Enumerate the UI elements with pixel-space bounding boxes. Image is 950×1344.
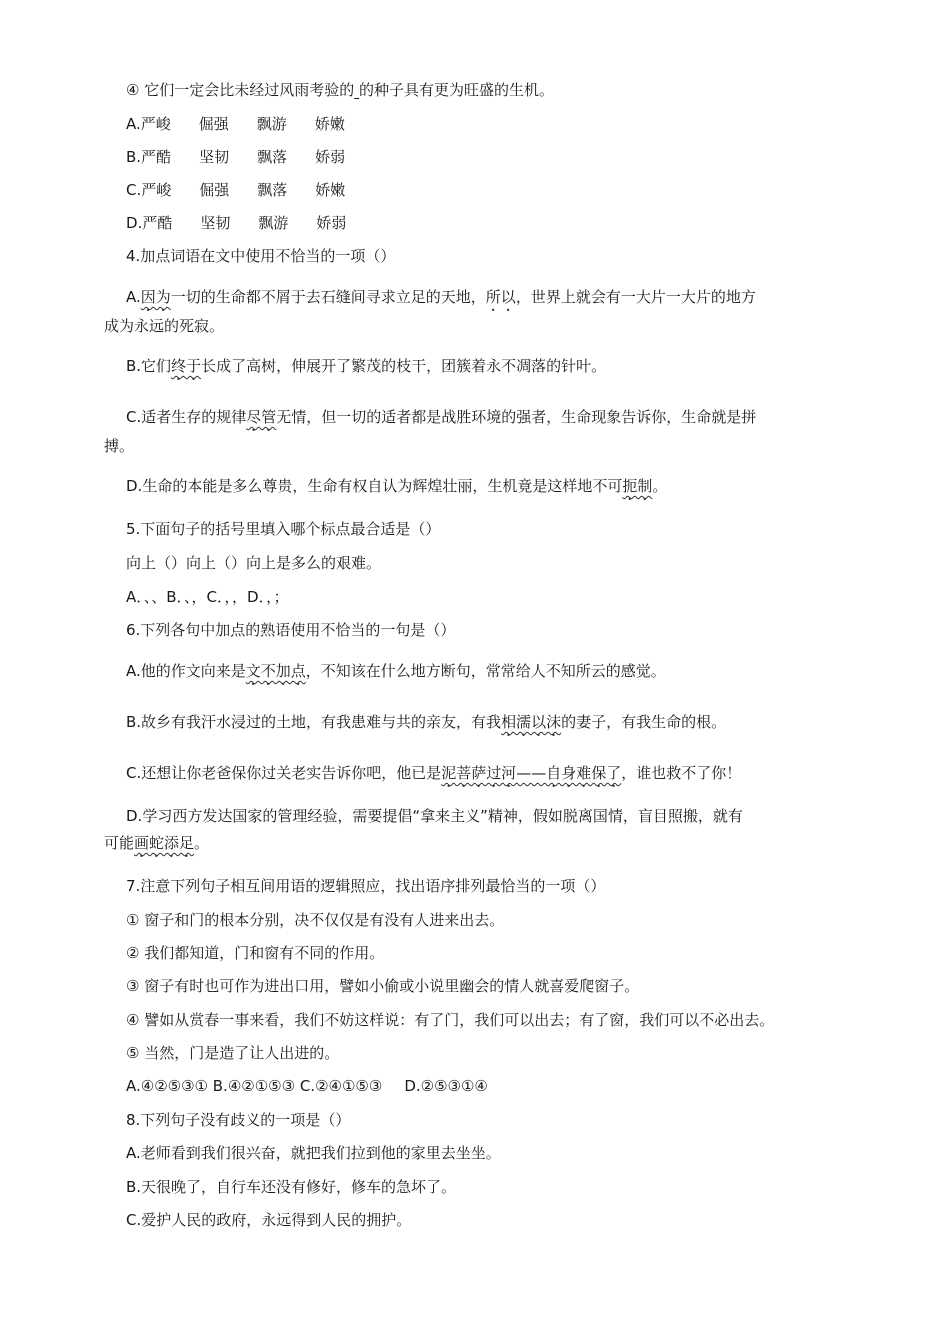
q4-option-c: C.适者生存的规律尽管无情，但一切的适者都是战胜环境的强者，生命现象告诉你，生命就是拼 [126, 408, 757, 426]
q7-item-1: ① 窗子和门的根本分别，决不仅仅是有没有人进来出去。 [126, 911, 505, 929]
q7-item-4: ④ 譬如从赏春一事来看，我们不妨这样说：有了门，我们可以出去；有了窗，我们可以不必出去。 [126, 1011, 775, 1029]
q7-item-3: ③ 窗子有时也可作为进出口用，譬如小偷或小说里幽会的情人就喜爱爬窗子。 [126, 977, 640, 995]
q4-option-d: D.生命的本能是多么尊贵，生命有权自认为辉煌壮丽，生机竟是这样地不可扼制。 [126, 477, 668, 495]
question-6: 6.下列各句中加点的熟语使用不恰当的一句是（） [126, 621, 456, 639]
q4-option-c-cont: 搏。 [104, 437, 135, 455]
question-8: 8.下列句子没有歧义的一项是（） [126, 1111, 351, 1129]
q7-item-2: ② 我们都知道，门和窗有不同的作用。 [126, 944, 385, 962]
q8-option-c: C.爱护人民的政府，永远得到人民的拥护。 [126, 1211, 412, 1229]
q5-sentence: 向上（）向上（）向上是多么的艰难。 [126, 554, 382, 572]
question-7: 7.注意下列句子相互间用语的逻辑照应，找出语序排列最恰当的一项（） [126, 877, 606, 895]
question-3-sentence-4: ④ 它们一定会比未经过风雨考验的 的种子具有更为旺盛的生机。 [126, 81, 555, 99]
q6-option-d: D.学习西方发达国家的管理经验，需要提倡“拿来主义”精神，假如脱离国情，盲目照搬，就有 [126, 807, 743, 825]
q8-option-b: B.天很晚了，自行车还没有修好，修车的急坏了。 [126, 1178, 457, 1196]
q6-option-a: A.他的作文向来是文不加点，不知该在什么地方断句，常常给人不知所云的感觉。 [126, 662, 666, 680]
option-a: A.严峻 倔强 飘游 娇嫩 [126, 115, 345, 133]
option-d: D.严酷 坚韧 飘游 娇弱 [126, 214, 347, 232]
q5-options: A．、、B．、，C．，，D．，； [126, 588, 289, 606]
option-b: B.严酷 坚韧 飘落 娇弱 [126, 148, 346, 166]
q7-options: A.④②⑤③① B.④②①⑤③ C.②④①⑤③ D.②⑤③①④ [126, 1077, 488, 1095]
q4-option-a: A.因为一切的生命都不屑于去石缝间寻求立足的天地，所以，世界上就会有一大片一大片的地方 [126, 288, 756, 306]
question-4: 4.加点词语在文中使用不恰当的一项（） [126, 247, 396, 265]
q8-option-a: A.老师看到我们很兴奋，就把我们拉到他的家里去坐坐。 [126, 1144, 501, 1162]
q6-option-d-cont: 可能画蛇添足。 [104, 834, 210, 852]
q4-option-b: B.它们终于长成了高树，伸展开了繁茂的枝干，团簇着永不凋落的针叶。 [126, 357, 607, 375]
option-c: C.严峻 倔强 飘落 娇嫩 [126, 181, 346, 199]
q6-option-b: B.故乡有我汗水浸过的土地，有我患难与共的亲友，有我相濡以沫的妻子，有我生命的根。 [126, 713, 727, 731]
q7-item-5: ⑤ 当然，门是造了让人出进的。 [126, 1044, 340, 1062]
q6-option-c: C.还想让你老爸保你过关老实告诉你吧，他已是泥菩萨过河——自身难保了，谁也救不了你！ [126, 764, 742, 782]
question-5: 5.下面句子的括号里填入哪个标点最合适是（） [126, 520, 441, 538]
q4-option-a-cont: 成为永远的死寂。 [104, 317, 225, 335]
